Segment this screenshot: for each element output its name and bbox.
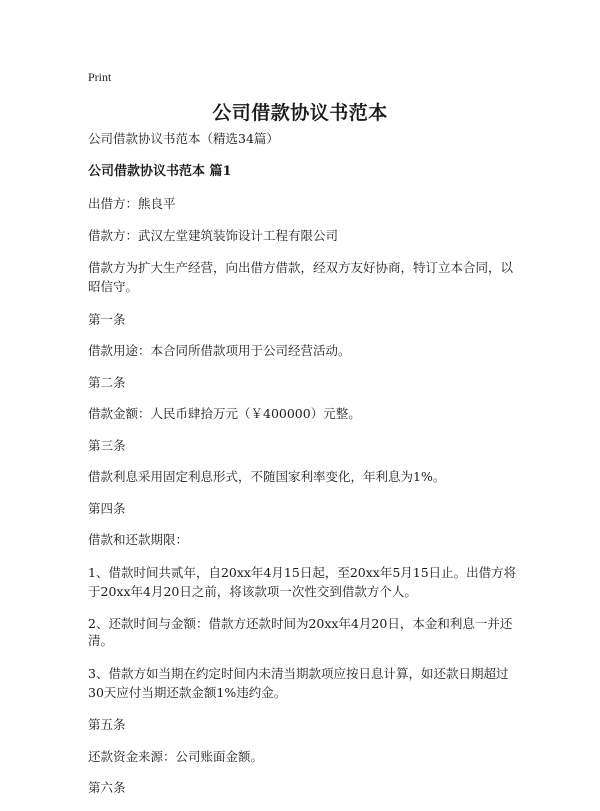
article-5-heading: 第五条 [88,717,126,732]
document-subtitle: 公司借款协议书范本（精选34篇） [88,131,279,146]
article-2-heading: 第二条 [88,374,126,390]
article-3-text: 借款利息采用固定利息形式，不随国家利率变化，年利息为1%。 [88,469,446,484]
article-4-item-1: 1、借款时间共贰年，自20xx年4月15日起，至20xx年5月15日止。出借方将于20xx年4月20日之前，将该款项一次性交到借款方个人。 [88,564,517,599]
article-2-text: 借款金额：人民币肆拾万元（￥400000）元整。 [88,406,361,421]
borrower-line: 借款方：武汉左堂建筑装饰设计工程有限公司 [88,227,339,243]
article-1-heading: 第一条 [88,311,126,327]
article-4-item-3: 3、借款方如当期在约定时间内未清当期款项应按日息计算，如还款日期超过30天应付当期还款金额1%违约金。 [88,665,509,700]
lender-line: 出借方：熊良平 [88,196,176,211]
print-link[interactable]: Print [88,70,112,84]
section-heading: 公司借款协议书范本 篇1 [88,164,232,179]
article-6-heading: 第六条 [88,780,126,795]
article-4-heading: 第四条 [88,500,126,516]
article-1-text: 借款用途：本合同所借款项用于公司经营活动。 [88,343,351,358]
article-4-intro: 借款和还款期限： [88,532,189,547]
document-title: 公司借款协议书范本 [212,102,388,124]
article-3-heading: 第三条 [88,437,126,453]
article-5-text: 还款资金来源：公司账面金额。 [88,748,264,764]
purpose-intro: 借款方为扩大生产经营，向出借方借款，经双方友好协商，特订立本合同，以昭信守。 [88,260,514,294]
article-4-item-2: 2、还款时间与金额：借款方还款时间为20xx年4月20日，本金和利息一并还清。 [88,616,513,648]
document-body [88,130,518,811]
